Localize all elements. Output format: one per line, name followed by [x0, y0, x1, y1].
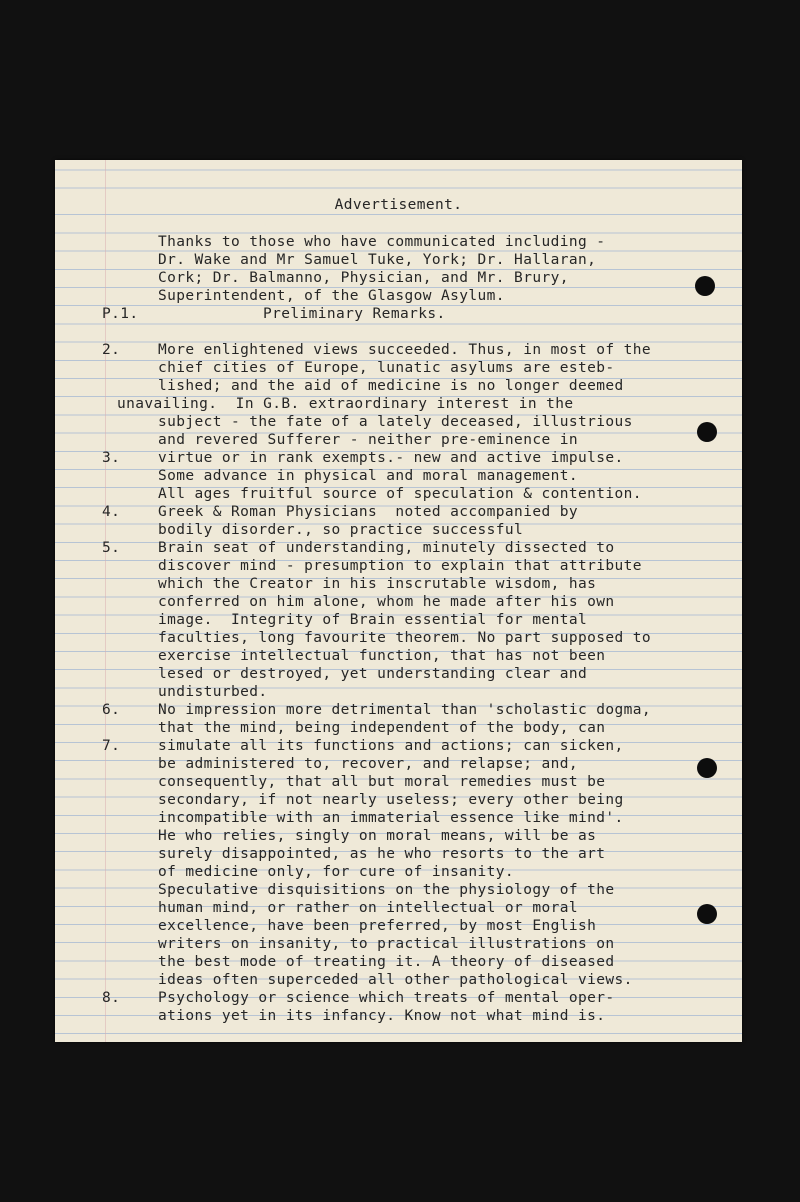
ack-line: Dr. Wake and Mr Samuel Tuke, York; Dr. Hallaran, [158, 252, 597, 268]
body-line: He who relies, singly on moral means, will be as [158, 828, 597, 844]
paragraph-number: 6. [102, 702, 121, 718]
body-line: More enlightened views succeeded. Thus, in most of the [158, 342, 652, 358]
paragraph-number: 4. [102, 504, 121, 520]
body-line: surely disappointed, as he who resorts to the art [158, 846, 606, 862]
section-label: P.1. [102, 306, 139, 322]
ack-line: Thanks to those who have communicated including - [158, 234, 606, 250]
body-line: excellence, have been preferred, by most English [158, 918, 597, 934]
paragraph-number: 5. [102, 540, 121, 556]
paragraph-number: 8. [102, 990, 121, 1006]
body-line: of medicine only, for cure of insanity. [158, 864, 515, 880]
ack-line: Superintendent, of the Glasgow Asylum. [158, 288, 505, 304]
paragraph-number: 7. [102, 738, 121, 754]
body-line: Greek & Roman Physicians noted accompanied by [158, 504, 578, 520]
body-line: Speculative disquisitions on the physiology of the [158, 882, 615, 898]
paragraph-number: 3. [102, 450, 121, 466]
body-line: undisturbed. [158, 684, 268, 700]
body-line: Some advance in physical and moral management. [158, 468, 578, 484]
body-line: writers on insanity, to practical illustrations on [158, 936, 615, 952]
body-line: virtue or in rank exempts.- new and active impulse. [158, 450, 624, 466]
body-line: bodily disorder., so practice successful [158, 522, 524, 538]
body-line: human mind, or rather on intellectual or moral [158, 900, 578, 916]
page-title: Advertisement. [334, 197, 463, 213]
body-line: lished; and the aid of medicine is no longer deemed [158, 378, 624, 394]
body-line: Psychology or science which treats of mental oper- [158, 990, 615, 1006]
body-line: incompatible with an immaterial essence like mind'. [158, 810, 624, 826]
body-line: exercise intellectual function, that has not been [158, 648, 606, 664]
body-line: discover mind - presumption to explain that attribute [158, 558, 642, 574]
body-line: image. Integrity of Brain essential for mental [158, 612, 588, 628]
paragraph-number: 2. [102, 342, 121, 358]
body-line: ations yet in its infancy. Know not what mind is. [158, 1008, 606, 1024]
body-line: chief cities of Europe, lunatic asylums are esteb- [158, 360, 615, 376]
body-line: conferred on him alone, whom he made after his own [158, 594, 615, 610]
body-line: secondary, if not nearly useless; every other being [158, 792, 624, 808]
body-line: No impression more detrimental than 'scholastic dogma, [158, 702, 652, 718]
body-line: subject - the fate of a lately deceased, illustrious [158, 414, 633, 430]
body-line: the best mode of treating it. A theory of diseased [158, 954, 615, 970]
body-line: simulate all its functions and actions; can sicken, [158, 738, 624, 754]
body-line: faculties, long favourite theorem. No part supposed to [158, 630, 652, 646]
body-line: and revered Sufferer - neither pre-eminence in [158, 432, 578, 448]
body-line: which the Creator in his inscrutable wisdom, has [158, 576, 597, 592]
body-line: unavailing. In G.B. extraordinary interest in the [117, 396, 574, 412]
typed-page [55, 160, 742, 1042]
body-line: ideas often superceded all other pathological views. [158, 972, 633, 988]
body-line: consequently, that all but moral remedies must be [158, 774, 606, 790]
body-line: All ages fruitful source of speculation & contention. [158, 486, 642, 502]
body-line: Brain seat of understanding, minutely dissected to [158, 540, 615, 556]
typed-text [55, 160, 742, 1042]
body-line: that the mind, being independent of the body, can [158, 720, 606, 736]
body-line: be administered to, recover, and relapse; and, [158, 756, 578, 772]
section-heading: Preliminary Remarks. [263, 306, 446, 322]
body-line: lesed or destroyed, yet understanding clear and [158, 666, 588, 682]
ack-line: Cork; Dr. Balmanno, Physician, and Mr. Brury, [158, 270, 569, 286]
